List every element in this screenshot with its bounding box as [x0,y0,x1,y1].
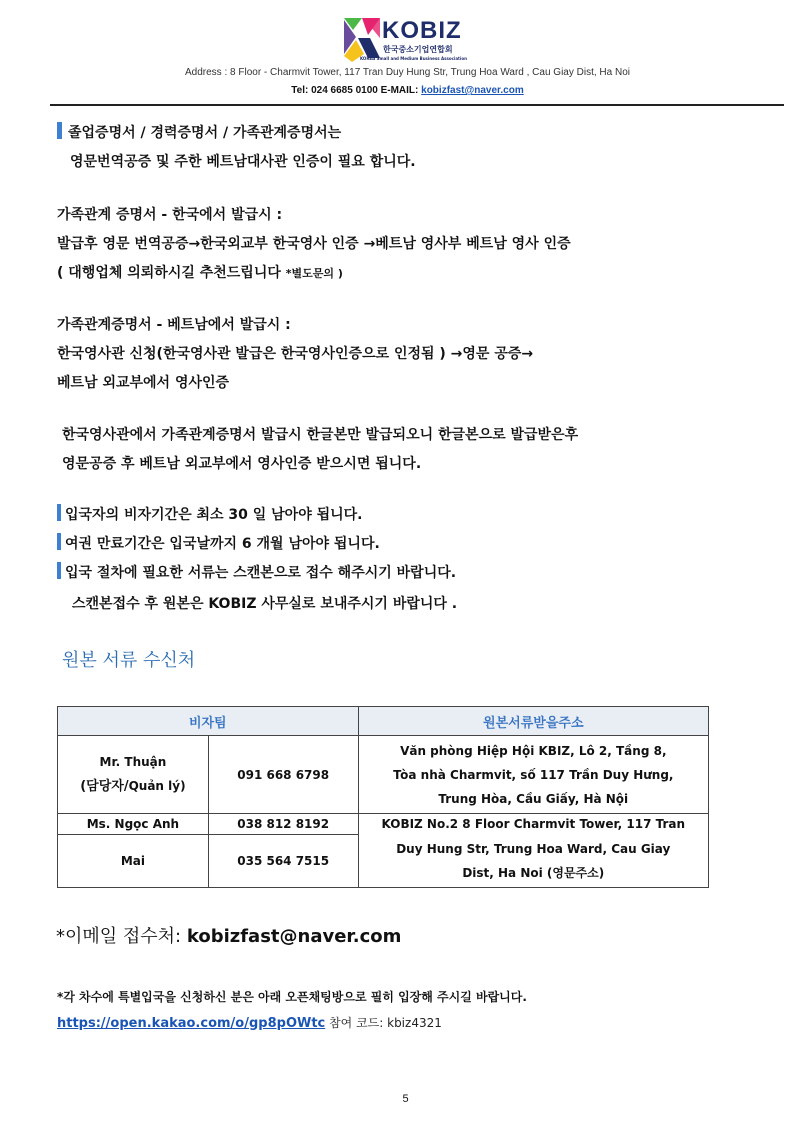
email-address[interactable]: kobizfast@naver.com [186,926,402,947]
section5-line1-text: 입국자의 비자기간은 최소 30 일 남아야 됩니다. [65,507,363,523]
header-visa-team: 비자팀 [58,707,359,736]
open-chat-note: *각 차수에 특별입국을 신청하신 분은 아래 오픈채팅방으로 필히 입장해 주시길 바랍니다. [57,990,527,1004]
kakao-open-chat-link[interactable]: https://open.kakao.com/o/gp8pOWtc [57,1016,326,1031]
bullet-bar-icon [57,504,61,521]
kakao-line [57,1014,442,1031]
header-address-receive: 원본서류받을주소 [358,707,708,736]
bullet-bar-icon [57,533,61,550]
section2-line3-small: *별도문의 ) [285,267,343,280]
email-label: *이메일 접수처: [56,926,187,947]
original-documents-heading: 원본 서류 수신처 [62,650,196,671]
contact-phone-ngoc-anh: 038 812 8192 [208,814,358,835]
address-vn-line3: Trung Hòa, Cầu Giấy, Hà Nội [438,791,629,806]
section2-line3 [57,262,343,282]
section1-line2: 영문번역공증 및 주한 베트남대사관 인증이 필요 합니다. [70,154,416,170]
section5-line3 [57,562,456,582]
address-english-rest [358,835,708,888]
section5-line1 [57,504,362,524]
section5-line2 [57,533,380,553]
table-header-row [58,707,709,736]
header-address: Address : 8 Floor - Charmvit Tower, 117 Tran Duy Hung Str, Trung Hoa Ward , Cau Giay Dist, Ha Noi [185,67,630,78]
section3-line3: 베트남 외교부에서 영사인증 [57,375,230,391]
address-vietnamese [358,736,708,814]
thuan-name: Mr. Thuận [99,755,167,769]
thuan-role-korean: (담당자/ [80,779,129,794]
logo-wordmark: KOBIZ [382,17,462,44]
kakao-join-code: 참여 코드: kbiz4321 [325,1016,442,1030]
section5-line4: 스캔본접수 후 원본은 KOBIZ 사무실로 보내주시기 바랍니다 . [72,596,458,612]
table-row [58,736,709,814]
logo-korean-name: 한국중소기업연합회 [383,45,453,54]
section2-line1: 가족관계 증명서 - 한국에서 발급시 : [57,207,283,223]
section4-line2: 영문공증 후 베트남 외교부에서 영사인증 받으시면 됩니다. [62,456,422,472]
contact-name-mai: Mai [58,835,209,888]
address-english-line1: KOBIZ No.2 8 Floor Charmvit Tower, 117 Tran [358,814,708,835]
thuan-role-vietnamese: Quản lý) [128,779,186,793]
contact-name-ngoc-anh: Ms. Ngọc Anh [58,814,209,835]
contact-phone-thuan: 091 668 6798 [208,736,358,814]
address-vn-line1: Văn phòng Hiệp Hội KBIZ, Lô 2, Tầng 8, [400,743,667,758]
section1-line1-text: 졸업증명서 / 경력증명서 / 가족관계증명서는 [68,125,342,141]
header-contact [0,85,793,96]
address-en-line3: Dist, Ha Noi (영문주소) [462,865,605,880]
page-number: 5 [402,1093,409,1105]
section2-line3-main: ( 대행업체 의뢰하시길 추천드립니다 [57,265,286,281]
section3-line1: 가족관계증명서 - 베트남에서 발급시 : [57,317,291,333]
header-email-link[interactable]: kobizfast@naver.com [421,85,524,96]
bullet-bar-icon [57,562,61,579]
logo-english-name: KOREA Small and Medium Business Association [360,56,467,61]
section5-line2-text: 여권 만료기간은 입국날까지 6 개월 남아야 됩니다. [65,536,380,552]
table-row [58,814,709,835]
section5-line3-text: 입국 절차에 필요한 서류는 스캔본으로 접수 해주시기 바랍니다. [65,565,457,581]
address-vn-line2: Tòa nhà Charmvit, số 117 Trần Duy Hưng, [393,767,674,782]
table-row [58,835,709,888]
address-en-line2: Duy Hung Str, Trung Hoa Ward, Cau Giay [396,841,671,856]
section4-line1: 한국영사관에서 가족관계증명서 발급시 한글본만 발급되오니 한글본으로 발급받은후 [62,427,579,443]
section1-line1 [57,122,341,142]
section2-line2: 발급후 영문 번역공증→한국외교부 한국영사 인증 →베트남 영사부 베트남 영사 인증 [57,236,571,252]
tel-label: Tel: 024 6685 0100 E-MAIL: [291,85,422,96]
header-divider [50,104,784,106]
bullet-bar-icon [57,122,62,139]
contact-phone-mai: 035 564 7515 [208,835,358,888]
contact-table [57,706,709,888]
email-submission-line [56,922,401,948]
contact-name-thuan [58,736,209,814]
section3-line2: 한국영사관 신청(한국영사관 발급은 한국영사인증으로 인정됨 ) →영문 공증→ [57,346,534,362]
